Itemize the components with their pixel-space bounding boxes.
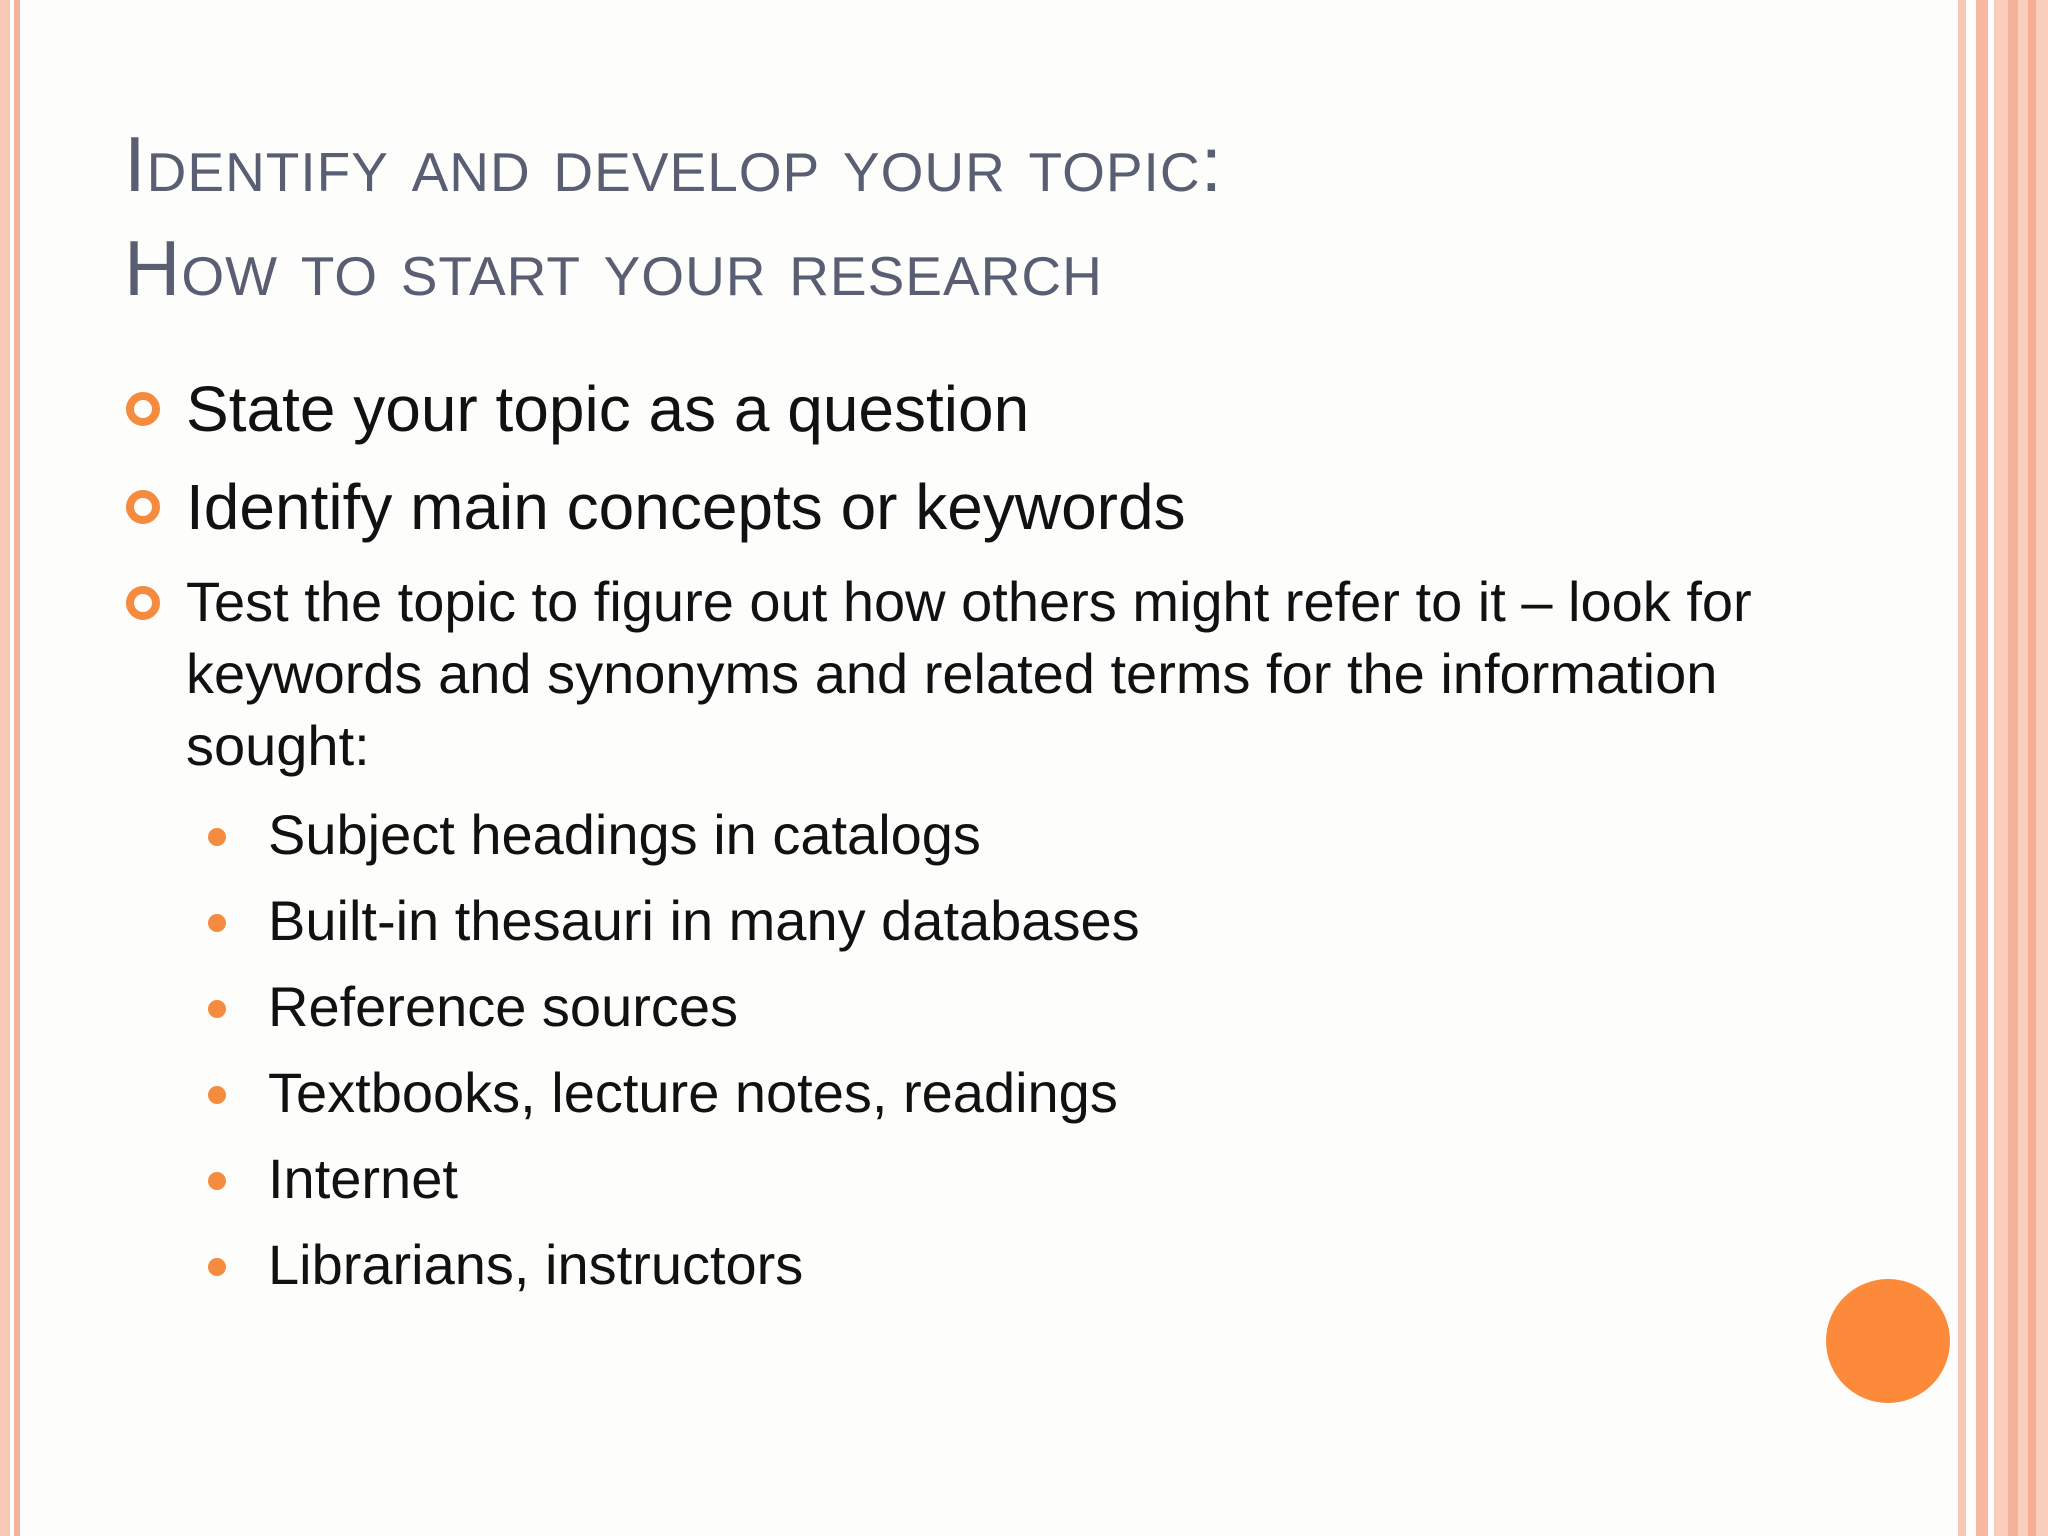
sub-bullet-text: Internet	[268, 1147, 458, 1210]
orange-circle-decoration	[1826, 1279, 1950, 1403]
left-border-stripe	[14, 0, 20, 1536]
dot-bullet-icon	[208, 914, 226, 932]
bullet-item	[124, 468, 1764, 546]
dot-bullet-icon	[208, 828, 226, 846]
slide-title	[124, 112, 1884, 320]
dot-bullet-icon	[208, 1000, 226, 1018]
left-border-stripe	[0, 0, 10, 1536]
bullet-text: State your topic as a question	[186, 373, 1030, 445]
sub-bullet-text: Librarians, instructors	[268, 1233, 804, 1296]
sub-bullet-item	[186, 792, 1764, 878]
sub-bullet-text: Reference sources	[268, 975, 739, 1038]
sub-bullet-item	[186, 1050, 1764, 1136]
sub-bullet-text: Subject headings in catalogs	[268, 803, 981, 866]
ring-bullet-icon	[126, 490, 160, 524]
sub-bullet-item	[186, 878, 1764, 964]
bullet-item	[124, 370, 1764, 448]
dot-bullet-icon	[208, 1258, 226, 1276]
dot-bullet-icon	[208, 1172, 226, 1190]
slide-title-line-1: Identify and develop your topic:	[124, 120, 1224, 208]
bullet-list	[124, 370, 1764, 1328]
bullet-text: Test the topic to figure out how others might refer to it – look for keywords and synonyms and related terms for the information sought:	[186, 570, 1752, 777]
sub-bullet-item	[186, 964, 1764, 1050]
bullet-item	[124, 566, 1764, 1308]
right-border-stripe	[2028, 0, 2036, 1536]
ring-bullet-icon	[126, 586, 160, 620]
slide-title-line-2: How to start your research	[124, 224, 1103, 312]
bullet-text: Identify main concepts or keywords	[186, 471, 1186, 543]
right-border-stripe	[1994, 0, 2048, 1536]
right-border-stripe	[1958, 0, 1966, 1536]
sub-bullet-list	[186, 792, 1764, 1308]
sub-bullet-text: Textbooks, lecture notes, readings	[268, 1061, 1118, 1124]
ring-bullet-icon	[126, 392, 160, 426]
right-border-stripe	[1976, 0, 1988, 1536]
sub-bullet-text: Built-in thesauri in many databases	[268, 889, 1140, 952]
dot-bullet-icon	[208, 1086, 226, 1104]
right-border-stripe	[2008, 0, 2018, 1536]
sub-bullet-item	[186, 1222, 1764, 1308]
sub-bullet-item	[186, 1136, 1764, 1222]
